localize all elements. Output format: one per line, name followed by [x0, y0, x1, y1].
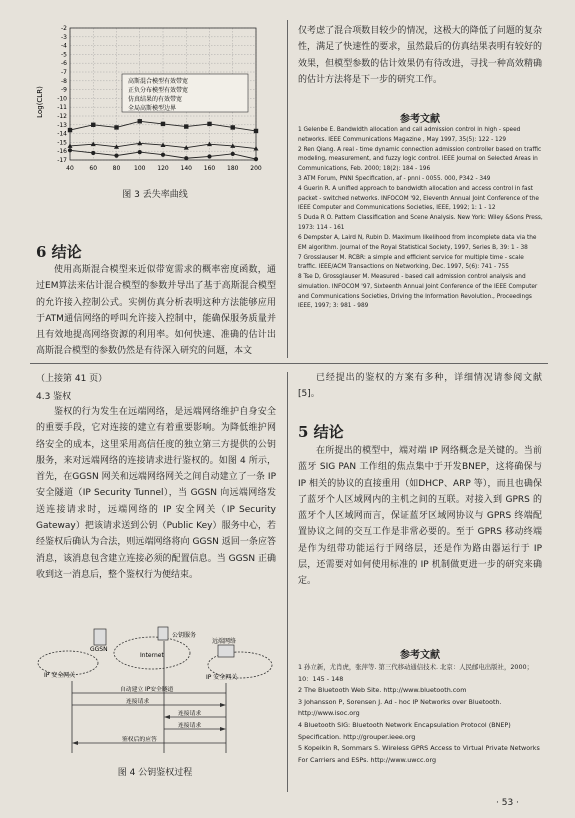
series-3-point [254, 157, 258, 161]
series-1-point [184, 124, 188, 128]
y-tick-label: -13 [57, 121, 67, 129]
msg-tunnel-label: 自动建立 IP安全隧道 [120, 687, 174, 693]
series-3-point [231, 152, 235, 156]
y-tick-label: -12 [57, 113, 67, 120]
y-tick-label: -2 [61, 25, 67, 32]
pk-service-label: 公钥服务 [172, 632, 197, 639]
arrow-head-1 [220, 703, 226, 707]
arrow-head-2 [164, 715, 170, 719]
series-1-point [138, 119, 142, 123]
y-tick-label: -5 [61, 51, 67, 59]
x-tick-label: 200 [250, 165, 262, 172]
internet-label: Internet [140, 652, 164, 659]
series-3-point [68, 148, 72, 152]
series-3-point [91, 151, 95, 155]
y-tick-label: -11 [57, 104, 67, 112]
pk-server-icon [158, 627, 168, 640]
msg-request-2-label: 连接请求 [178, 711, 202, 717]
series-3-point [161, 153, 165, 157]
legend-entry-4: 全局高斯模型边界 [128, 105, 177, 112]
y-tick-label: -17 [57, 157, 67, 164]
subsection-4-3-paragraph: 鉴权的行为发生在远端网络，是远端网络维护自身安全的重要手段，它对连接的建立有着重要影响。为降低维护网络安全的成本，这里采用高信任度的独立第三方提供的公钥服务，来对远端网络的连接请求进行鉴权的。如图 4 所示，首先，在GGSN 网关和远端网络网关之间自动建立了一条 IP 安全隧道（IP Security Tunnel），当 GGSN 向远端网络发送连接请求时，远端网络的 IP 安全网关（IP Security Gateway）把该请求送到公钥（Public Key）服务中心，若经鉴权后确认为合法，则远端网络将向 GGSN 返回一条应答消息，该消息包含建立连接必须的配置信息。当 GGSN 正确收到这一消息后，整个鉴权行为便结束。 [36, 407, 276, 580]
column-divider-bottom [287, 372, 288, 792]
reference-item: 1 孙立新，尤肖虎，张萍等. 第三代移动通信技术. 北京：人民邮电出版社，2000；10：145 - 148 [298, 663, 533, 683]
reference-item: 1 Gelenbe E. Bandwidth allocation and call admission control in high - speed networks. IEEE Communications Magazine , May 1997, 35(5): 122 - 129 [298, 127, 521, 143]
reference-item: 4 Bluetooth SIG: Bluetooth Network Encapsulation Protocol (BNEP) Specification. http://grouper.ieee.org [298, 720, 511, 741]
reference-item: 2 The Bluetooth Web Site. http://www.bluetooth.com [298, 686, 467, 695]
reference-item: 7 Grosslauser M. RCBR: a simple and efficient service for multiple time - scale traffic. IEEE/ACM Transactions on Networking, Dec. 1997, 5(6): 741 - 755 [298, 254, 524, 271]
x-tick-label: 40 [66, 165, 74, 172]
y-tick-label: -6 [61, 60, 67, 68]
series-1-point [91, 123, 95, 127]
reference-item: 3 ATM Forum, PNNI Specification, af - pnni - 0055. 000, P342 - 349 [298, 175, 491, 182]
chart-ylabel: Log(CLR) [36, 86, 44, 118]
figure-4-caption: 图 4 公钥鉴权过程 [117, 768, 193, 778]
y-tick-label: -10 [57, 95, 67, 103]
right-top-paragraph: 仅考虑了混合项数目较少的情况，这极大的降低了问题的复杂性，满足了快速性的要求，虽然最后的仿真结果表明有较好的效果，但模型参数的估计效果仍有待改进，寻找一种高效精确的估计方法将是下一步的研究工作。 [298, 26, 542, 85]
figure-3-caption: 图 3 丢失率曲线 [122, 190, 188, 200]
series-3-point [138, 150, 142, 154]
reference-item: 6 Dempster A, Laird N, Rubin D. Maximum likelihood from incomplete data via the EM algorithm. Journal of the Royal Statistical Society, 1997, Series B, 39: 1 - 38 [298, 235, 537, 251]
series-1-point [161, 122, 165, 126]
y-tick-label: -8 [61, 77, 67, 85]
series-1-point [231, 125, 235, 129]
series-3-point [207, 154, 211, 158]
reference-item: 3 Johansson P, Sorensen J. Ad - hoc IP Networks over Bluetooth. http://www.isoc.org [298, 697, 502, 718]
msg-request-1-label: 连接请求 [126, 699, 150, 705]
msg-reply-label: 鉴权后的应答 [122, 737, 157, 743]
loss-rate-chart [34, 22, 264, 184]
reference-item: 2 Ren Qiang. A real - time dynamic connection admission controller based on traffic modeling, measurement, and fuzzy logic control. IEEE Journal on Selected Areas in Communications, Feb. 2000; 18(2): 184 - 196 [298, 146, 542, 172]
y-tick-label: -9 [61, 86, 67, 94]
ggsn-label: GGSN [90, 646, 108, 653]
series-3-point [114, 154, 118, 158]
reference-item: 5 Duda R O. Pattern Classification and Scene Analysis. New York: Wiley &Sons Press, 1973: 114 - 161 [298, 215, 543, 231]
ip-gateway-left-label: IP 安全网关 [44, 672, 76, 679]
references-list-2 [298, 662, 544, 766]
reference-item: 4 Guerin R. A unified approach to bandwidth allocation and access control in fast packet - switched networks. INFOCOM '92, Eleventh Annual Joint Conference of the IEEE Computer and Communications Societies, IEEE, 1992; 1: 1 - 12 [298, 186, 539, 212]
series-1-point [207, 122, 211, 126]
page-number: · 53 · [496, 798, 519, 808]
public-key-auth-diagram [30, 625, 280, 755]
y-tick-label: -7 [61, 69, 67, 76]
x-tick-label: 80 [112, 165, 121, 172]
reference-item: 5 Kopeikin R, Sommars S. Wireless GPRS Access to Virtual Private Networks For Carriers and ESPs. http://www.uwcc.org [298, 744, 540, 764]
y-tick-label: -15 [57, 139, 67, 147]
section-5-paragraph: 在所提出的模型中，端对端 IP 网络概念是关键的。当前蓝牙 SIG PAN 工作组的焦点集中于开发BNEP，这将确保与 IP 相关的协议的直接重用（如DHCP、ARP 等），而且也确保了蓝牙个人区域网内的主机之间的互联。对接入到 GPRS 的蓝牙个人区域网而言，保证蓝牙区域网协议与 GPRS 终端配置协议之间的交互工作是非常必要的。至于 GPRS 移动终端是作为纽带功能运行于网络层，还是作为路由器运行于 IP 层，还需要对如何使用标准的 IP 机制做更进一步的研究来确定。 [298, 446, 542, 587]
y-tick-label: -16 [57, 148, 67, 156]
references-list-1 [298, 126, 544, 312]
x-tick-label: 140 [180, 165, 192, 172]
ip-gateway-right-label: IP 安全网关 [206, 674, 238, 681]
x-tick-label: 160 [203, 165, 216, 172]
msg-request-3-label: 连接请求 [178, 723, 202, 729]
remote-network-label: 远端网络 [212, 638, 237, 645]
series-1-point [254, 129, 258, 133]
x-tick-label: 100 [134, 165, 146, 172]
y-tick-label: -14 [57, 130, 67, 138]
ggsn-server-icon [94, 629, 106, 645]
series-1-point [68, 128, 72, 132]
column-divider-top [287, 20, 288, 358]
arrow-head-4 [72, 741, 78, 745]
references-heading-2: 参考文献 [400, 650, 440, 661]
continued-note: （上接第 41 页） [36, 374, 108, 384]
section-separator [30, 363, 548, 364]
x-tick-label: 180 [227, 165, 239, 172]
y-tick-label: -4 [61, 42, 67, 50]
section-5-heading: 5 结论 [298, 423, 344, 441]
legend-entry-2: 正负分布模型有效带宽 [128, 87, 189, 94]
legend-entry-3: 仿真结果的有效带宽 [128, 96, 183, 103]
references-heading-1: 参考文献 [400, 114, 440, 125]
x-tick-label: 60 [89, 165, 98, 172]
chart-legend [122, 74, 248, 112]
subsection-4-3-heading: 4.3 鉴权 [36, 392, 72, 402]
x-tick-label: 120 [157, 165, 169, 172]
legend-entry-1: 高斯混合模型有效带宽 [128, 78, 189, 85]
series-1-point [114, 125, 118, 129]
arrow-head-3 [220, 727, 226, 731]
section-6-heading: 6 结论 [36, 243, 82, 261]
y-tick-label: -3 [61, 33, 67, 41]
right-bottom-intro: 已经提出的鉴权的方案有多种，详细情况请参阅文献[5]。 [298, 373, 542, 400]
series-3-point [184, 156, 188, 160]
reference-item: 8 Tse D, Grossglauser M. Measured - based call admission control analysis and simulation. INFOCOM '97, Sixteenth Annual Joint Conference of the IEEE Computer and Communications Societies, Driving the Information Revolution., Proceedings IEEE, 1997; 3: 981 - 989 [298, 274, 538, 310]
section-6-paragraph: 使用高斯混合模型来近似带宽需求的概率密度函数，通过EM算法来估计混合模型的参数并导出了基于高斯混合模型的允许接入控制公式。实例仿真分析表明这种方法能够应用于ATM通信网络的呼叫允许接入控制中，能确保服务质量并且有效地提高网络资源的利用率。如何快速、准确的估计出高斯混合模型的参数仍然是有待深入研究的问题，本文 [36, 265, 276, 357]
remote-gateway-icon [218, 645, 234, 657]
